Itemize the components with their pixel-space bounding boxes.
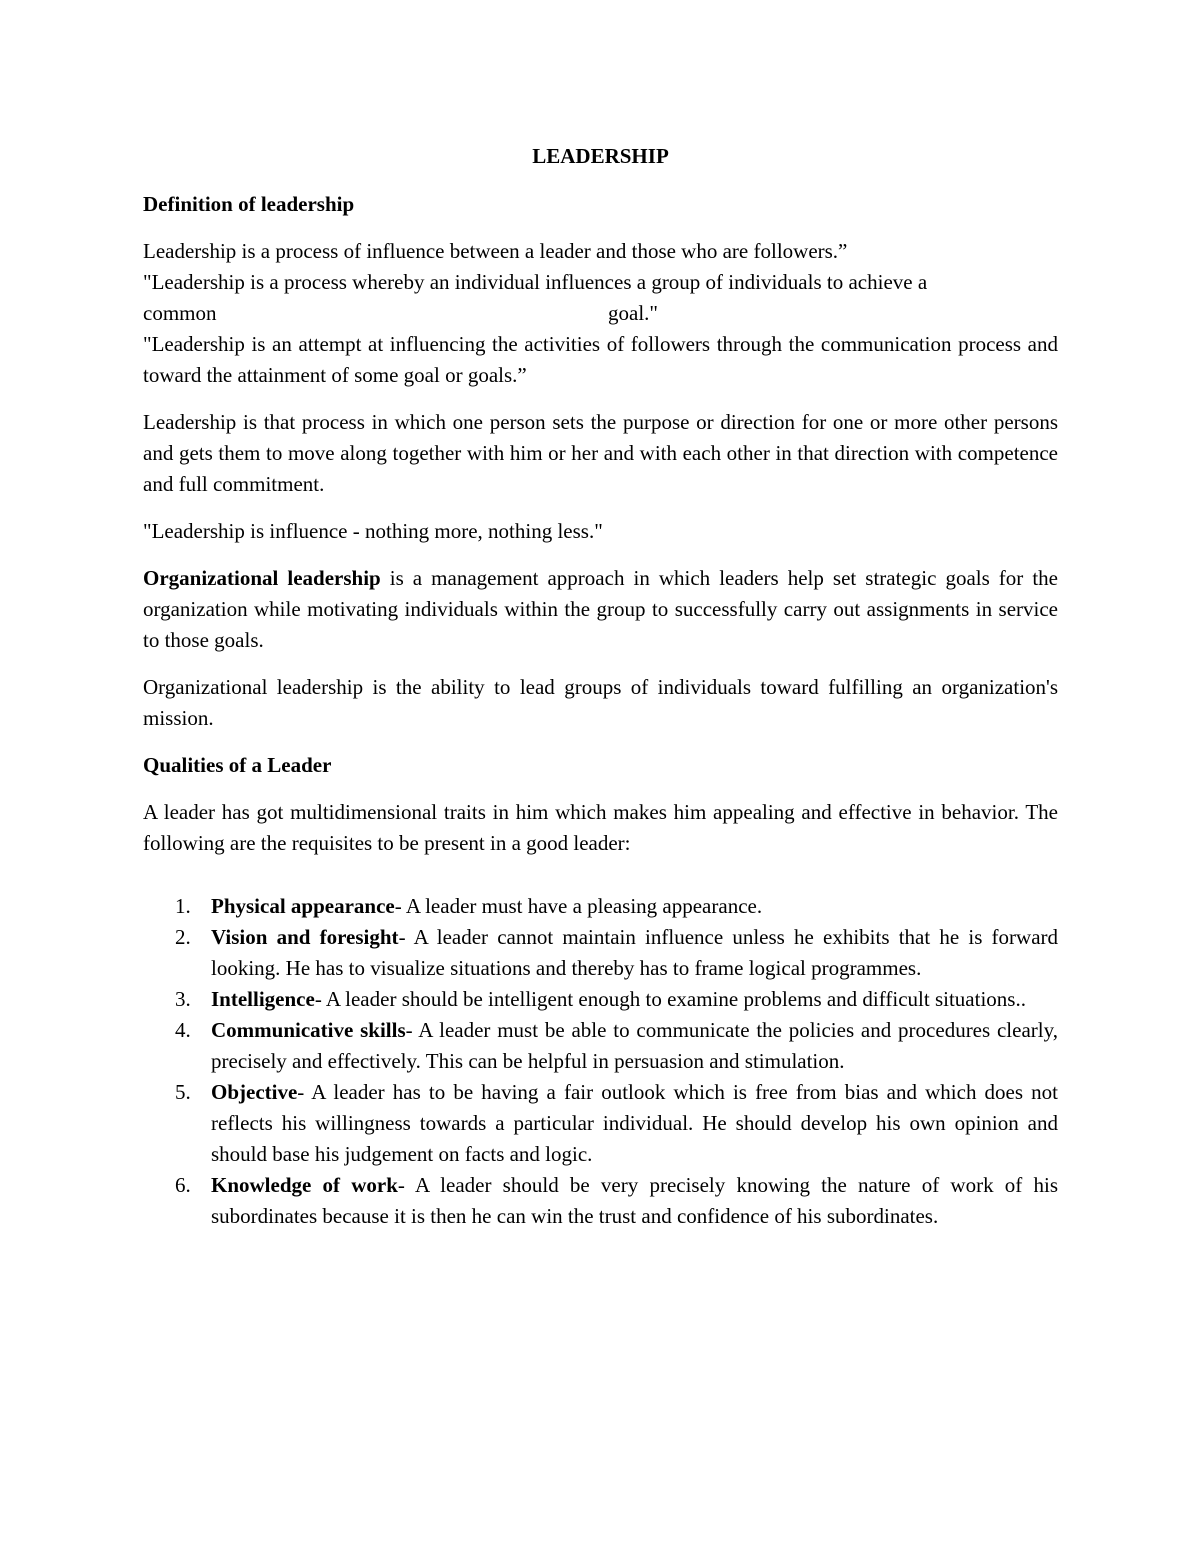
list-item-number: 4. [175, 1018, 191, 1042]
definition-paragraph-2-line-1: "Leadership is a process whereby an individual influences a group of individuals to achieve a [143, 270, 928, 294]
list-item-number: 6. [175, 1173, 191, 1197]
list-item [143, 1170, 1058, 1232]
organizational-leadership-paragraph [143, 563, 1058, 656]
list-item [143, 1015, 1058, 1077]
section-heading-definition: Definition of leadership [143, 192, 355, 216]
definition-paragraph-5: "Leadership is influence - nothing more, nothing less." [143, 519, 603, 543]
list-item-term: Physical appearance [211, 894, 395, 918]
list-item-number: 5. [175, 1080, 191, 1104]
list-item-term: Intelligence [211, 987, 315, 1011]
section-heading-qualities: Qualities of a Leader [143, 753, 332, 777]
qualities-intro-paragraph: A leader has got multidimensional traits in him which makes him appealing and effective in behavior. The following are the requisites to be present in a good leader: [143, 800, 1058, 855]
list-item-text: - A leader should be intelligent enough to examine problems and difficult situations.. [314, 987, 1026, 1011]
list-item-term: Vision and foresight [211, 925, 399, 949]
definition-paragraph-3: "Leadership is an attempt at influencing the activities of followers through the communication process and toward the attainment of some goal or goals.” [143, 332, 1058, 387]
list-item [143, 1077, 1058, 1170]
list-item-number: 3. [175, 987, 191, 1011]
list-item-term: Communicative skills [211, 1018, 406, 1042]
list-item [143, 922, 1058, 984]
organizational-leadership-term: Organizational leadership [143, 566, 381, 590]
list-item-number: 1. [175, 894, 191, 918]
definition-text-common: common [143, 301, 217, 325]
list-item [143, 984, 1058, 1015]
list-item-text: - A leader must be able to communicate the policies and procedures clearly, precisely and effectively. This can be helpful in persuasion and stimulation. [211, 1018, 1058, 1073]
list-item-text: - A leader must have a pleasing appearance. [394, 894, 763, 918]
page-title: LEADERSHIP [532, 144, 669, 168]
organizational-leadership-text: is a management approach in which leaders help set strategic goals for the organization while motivating individuals within the group to successfully carry out assignments in service to those goals. [143, 566, 1058, 652]
list-item-text: - A leader cannot maintain influence unless he exhibits that he is forward looking. He has to visualize situations and thereby has to frame logical programmes. [211, 925, 1059, 980]
qualities-list [143, 891, 1058, 1232]
definition-paragraph-4: Leadership is that process in which one person sets the purpose or direction for one or more other persons and gets them to move along together with him or her and with each other in that direction with competence and full commitment. [143, 410, 1058, 496]
list-item-term: Objective [211, 1080, 298, 1104]
list-item-text: - A leader has to be having a fair outlook which is free from bias and which does not reflects his willingness towards a particular individual. He should develop his own opinion and should base his judgement on facts and logic. [211, 1080, 1058, 1166]
definition-text-goal: goal." [608, 301, 658, 325]
organizational-leadership-paragraph-2: Organizational leadership is the ability to lead groups of individuals toward fulfilling an organization's mission. [143, 675, 1058, 730]
list-item [143, 891, 1058, 922]
document-body [143, 141, 1058, 1232]
definition-paragraph-2-line-2 [143, 298, 1058, 329]
definition-paragraph-1: Leadership is a process of influence between a leader and those who are followers.” [143, 239, 848, 263]
list-item-number: 2. [175, 925, 191, 949]
list-item-text: - A leader should be very precisely knowing the nature of work of his subordinates because it is then he can win the trust and confidence of his subordinates. [211, 1173, 1058, 1228]
list-item-term: Knowledge of work [211, 1173, 398, 1197]
